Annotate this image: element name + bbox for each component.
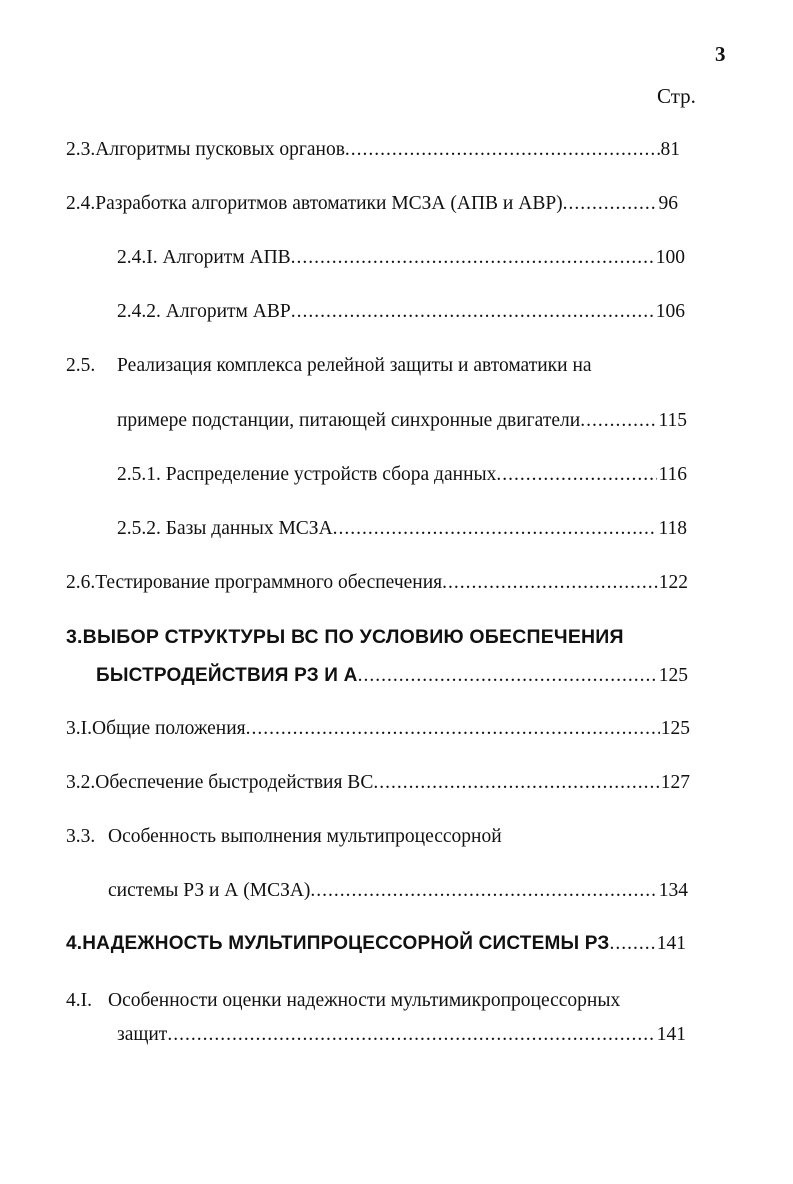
toc-entry-page: 127 bbox=[660, 772, 690, 793]
toc-leader-dots bbox=[610, 933, 656, 955]
toc-leader-dots bbox=[291, 301, 655, 323]
toc-entry-title: Разработка алгоритмов автоматики МСЗА (АПВ и АВР) bbox=[95, 193, 563, 214]
toc-entry-title: системы РЗ и А (МСЗА) bbox=[108, 880, 311, 901]
toc-entry-title: 2.4.I. Алгоритм АПВ bbox=[117, 247, 291, 268]
toc-entry-number: 2.4. bbox=[66, 193, 96, 214]
toc-entry bbox=[117, 518, 687, 540]
toc-entry-title: БЫСТРОДЕЙСТВИЯ РЗ И А bbox=[96, 665, 358, 686]
page-column-label: Стр. bbox=[657, 84, 696, 108]
toc-entry-title: Особенность выполнения мультипроцессорной bbox=[108, 826, 502, 847]
chapter-heading bbox=[66, 933, 686, 955]
toc-entry bbox=[66, 355, 592, 377]
toc-entry-title: защит bbox=[117, 1024, 168, 1045]
toc-entry-number: 2.5. bbox=[66, 355, 96, 376]
toc-entry-page: 125 bbox=[660, 718, 690, 739]
toc-entry-title: Особенности оценки надежности мультимикропроцессорных bbox=[108, 990, 621, 1011]
toc-entry-number: 3.3. bbox=[66, 826, 96, 847]
toc-entry-page: 116 bbox=[658, 464, 687, 485]
toc-entry bbox=[117, 301, 685, 323]
toc-entry-title: примере подстанции, питающей синхронные двигатели bbox=[117, 410, 581, 431]
toc-leader-dots bbox=[345, 139, 660, 161]
toc-entry-number: 4.I. bbox=[66, 990, 92, 1011]
toc-entry-page: 118 bbox=[658, 518, 687, 539]
toc-entry bbox=[66, 718, 690, 740]
toc-leader-dots bbox=[333, 518, 658, 540]
toc-entry-number: 2.3. bbox=[66, 139, 96, 160]
toc-entry bbox=[117, 464, 687, 486]
toc-leader-dots bbox=[291, 247, 655, 269]
toc-entry bbox=[66, 139, 680, 161]
toc-entry-page: 134 bbox=[658, 880, 688, 901]
toc-entry-page: 141 bbox=[656, 933, 686, 954]
toc-leader-dots bbox=[310, 880, 657, 902]
toc-entry bbox=[66, 193, 678, 215]
toc-leader-dots bbox=[563, 193, 658, 215]
toc-entry-continuation bbox=[117, 410, 687, 432]
toc-entry-number: 3.I. bbox=[66, 718, 92, 739]
toc-entry-number: 3.2. bbox=[66, 772, 96, 793]
toc-entry-page: 96 bbox=[658, 193, 678, 214]
toc-entry-page: 115 bbox=[658, 410, 687, 431]
toc-leader-dots bbox=[373, 772, 659, 794]
toc-entry-title: 2.5.2. Базы данных МСЗА bbox=[117, 518, 333, 539]
chapter-heading: 3.ВЫБОР СТРУКТУРЫ ВС ПО УСЛОВИЮ ОБЕСПЕЧЕНИЯ bbox=[66, 626, 624, 648]
toc-entry bbox=[117, 247, 685, 269]
toc-entry-title: Общие положения bbox=[92, 718, 246, 739]
toc-entry-number: 2.6. bbox=[66, 572, 96, 593]
toc-entry bbox=[66, 826, 502, 848]
toc-leader-dots bbox=[246, 718, 660, 740]
toc-entry-title: 2.4.2. Алгоритм АВР bbox=[117, 301, 291, 322]
toc-entry-page: 81 bbox=[660, 139, 680, 160]
toc-leader-dots bbox=[496, 464, 657, 486]
toc-leader-dots bbox=[167, 1024, 655, 1046]
toc-entry bbox=[66, 572, 688, 594]
toc-entry-page: 141 bbox=[656, 1024, 686, 1045]
toc-entry-page: 122 bbox=[658, 572, 688, 593]
page-number: 3 bbox=[715, 42, 726, 66]
toc-entry-page: 106 bbox=[655, 301, 685, 322]
toc-entry-title: Обеспечение быстродействия ВС bbox=[95, 772, 374, 793]
toc-entry-title: 2.5.1. Распределение устройств сбора данных bbox=[117, 464, 497, 485]
toc-entry-page: 100 bbox=[655, 247, 685, 268]
toc-entry-continuation bbox=[117, 1024, 686, 1046]
chapter-heading-continuation bbox=[96, 665, 688, 687]
toc-entry-title: Реализация комплекса релейной защиты и автоматики на bbox=[117, 355, 592, 376]
toc-entry-title: 4.НАДЕЖНОСТЬ МУЛЬТИПРОЦЕССОРНОЙ СИСТЕМЫ РЗ bbox=[66, 933, 610, 954]
toc-entry bbox=[66, 990, 620, 1012]
toc-entry-title: Тестирование программного обеспечения bbox=[95, 572, 443, 593]
toc-entry-page: 125 bbox=[658, 665, 688, 686]
toc-leader-dots bbox=[580, 410, 657, 432]
toc-entry bbox=[66, 772, 690, 794]
toc-entry-continuation bbox=[108, 880, 688, 902]
toc-entry-title: Алгоритмы пусковых органов bbox=[95, 139, 345, 160]
toc-leader-dots bbox=[358, 665, 658, 687]
toc-leader-dots bbox=[442, 572, 658, 594]
